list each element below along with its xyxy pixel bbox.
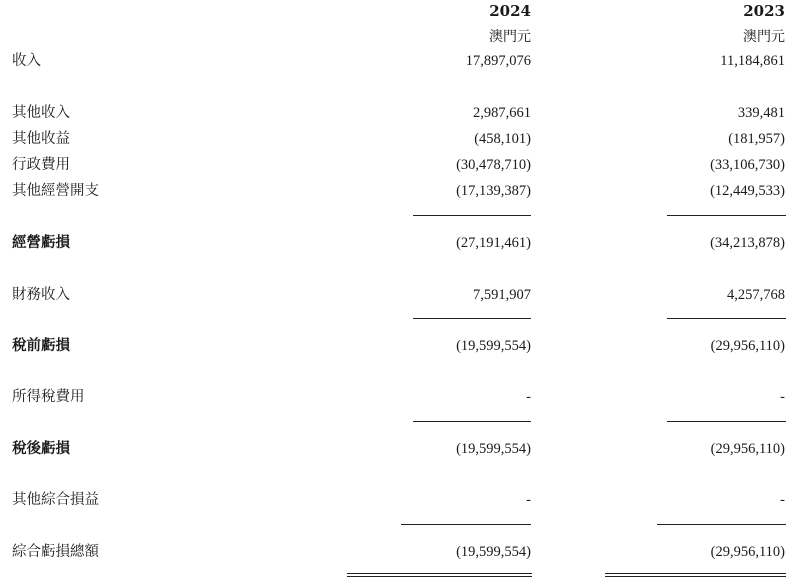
row-label-other-income: 其他收入 [12, 105, 70, 121]
row-value-2023-revenue: 11,184,861 [720, 53, 785, 69]
row-value-2024-loss-before-tax: (19,599,554) [456, 338, 531, 354]
row-value-2023-income-tax: - [780, 389, 785, 405]
col-2023-year: 2023 [743, 2, 785, 20]
row-label-loss-before-tax: 稅前虧損 [12, 337, 70, 354]
row-value-2024-other-gains: (458,101) [474, 131, 531, 147]
subtotal-rule-2023 [667, 215, 786, 216]
subtotal-rule-2023 [667, 421, 786, 422]
row-label-admin-expenses: 行政費用 [12, 157, 70, 173]
row-value-2023-loss-after-tax: (29,956,110) [710, 441, 785, 457]
row-value-2023-admin-expenses: (33,106,730) [710, 157, 785, 173]
subtotal-rule-2023 [667, 318, 786, 319]
total-double-rule-2023 [605, 573, 786, 577]
row-value-2024-income-tax: - [526, 389, 531, 405]
row-value-2023-loss-before-tax: (29,956,110) [710, 338, 785, 354]
row-value-2024-other-operating-expenses: (17,139,387) [456, 183, 531, 199]
row-value-2023-other-comprehensive: - [780, 492, 785, 508]
row-value-2024-other-comprehensive: - [526, 492, 531, 508]
row-label-revenue: 收入 [12, 53, 41, 69]
row-label-other-comprehensive: 其他綜合損益 [12, 492, 99, 508]
row-label-other-operating-expenses: 其他經營開支 [12, 183, 99, 199]
col-2023-unit: 澳門元 [743, 29, 785, 45]
row-label-finance-income: 財務收入 [12, 287, 70, 303]
subtotal-rule-2024 [401, 524, 531, 525]
row-label-income-tax: 所得稅費用 [12, 389, 85, 405]
row-value-2024-finance-income: 7,591,907 [473, 287, 531, 303]
row-value-2023-total-comprehensive-loss: (29,956,110) [710, 544, 785, 560]
subtotal-rule-2024 [413, 318, 531, 319]
subtotal-rule-2023 [657, 524, 786, 525]
row-value-2023-finance-income: 4,257,768 [727, 287, 785, 303]
row-value-2024-loss-after-tax: (19,599,554) [456, 441, 531, 457]
row-label-total-comprehensive-loss: 綜合虧損總額 [12, 544, 99, 560]
row-label-operating-loss: 經營虧損 [12, 234, 70, 251]
row-value-2024-total-comprehensive-loss: (19,599,554) [456, 544, 531, 560]
subtotal-rule-2024 [413, 421, 531, 422]
col-2024-unit: 澳門元 [489, 29, 531, 45]
col-2024-year: 2024 [489, 2, 531, 20]
row-value-2023-other-gains: (181,957) [728, 131, 785, 147]
row-value-2024-revenue: 17,897,076 [465, 53, 531, 69]
row-value-2023-other-income: 339,481 [737, 105, 785, 121]
row-value-2024-admin-expenses: (30,478,710) [456, 157, 531, 173]
row-value-2024-operating-loss: (27,191,461) [456, 235, 531, 251]
row-value-2024-other-income: 2,987,661 [473, 105, 531, 121]
row-label-loss-after-tax: 稅後虧損 [12, 440, 70, 457]
subtotal-rule-2024 [413, 215, 531, 216]
total-double-rule-2024 [347, 573, 532, 577]
row-value-2023-operating-loss: (34,213,878) [710, 235, 785, 251]
row-value-2023-other-operating-expenses: (12,449,533) [710, 183, 785, 199]
row-label-other-gains: 其他收益 [12, 131, 70, 147]
